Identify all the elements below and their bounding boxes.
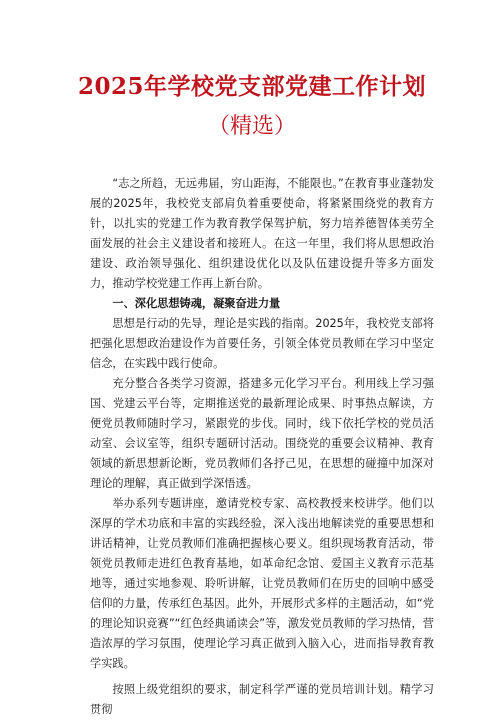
- section-heading: 一、深化思想铸魂，凝聚奋进力量: [112, 297, 281, 310]
- body-paragraph: 按照上级党组织的要求，制定科学严谨的党员培训计划。精学习贯彻: [90, 683, 434, 716]
- document-body: [90, 174, 434, 720]
- body-paragraph: 思想是行动的先导，理论是实践的指南。2025年，我校党支部将把强化思想政治建设作为首要任务，引领全体党员教师在学习中坚定信念，在实践中践行使命。: [90, 317, 434, 370]
- intro-paragraph: “志之所趋，无远弗届，穷山距海，不能限也。”在教育事业蓬勃发展的2025年，我校党支部肩负着重要使命，将紧紧围绕党的教育方针，以扎实的党建工作为教育教学保驾护航，努力培养德智体美劳全面发展的社会主义建设者和接班人。在这一年里，我们将从思想政治建设、政治领导强化、组织建设优化以及队伍建设提升等多方面发力，推动学校党建工作再上新台阶。: [90, 177, 434, 290]
- body-paragraph: 充分整合各类学习资源，搭建多元化学习平台。利用线上学习强国、党建云平台等，定期推送党的最新理论成果、时事热点解读，方便党员教师随时学习，紧跟党的步伐。同时，线下依托学校的党员活动室、会议室等，组织专题研讨活动。围绕党的重要会议精神、教育领域的新思想新论断，党员教师们各抒己见，在思想的碰撞中加深对理论的理解，真正做到学深悟透。: [90, 377, 434, 490]
- document-title: 2025年学校党支部党建工作计划: [77, 73, 426, 100]
- document-subtitle: （精选）: [207, 114, 296, 139]
- body-paragraph: 举办系列专题讲座，邀请党校专家、高校教授来校讲学。他们以深厚的学术功底和丰富的实践经验，深入浅出地解读党的重要思想和讲话精神，让党员教师们准确把握核心要义。组织现场教育活动，带领党员教师走进红色教育基地，如革命纪念馆、爱国主义教育示范基地等，通过实地参观、聆听讲解，让党员教师们在历史的回响中感受信仰的力量，传承红色基因。此外，开展形式多样的主题活动，如“党的理论知识竞赛”“红色经典诵读会”等，激发党员教师的学习热情，营造浓厚的学习氛围，使理论学习真正做到入脑入心，进而指导教育教学实践。: [90, 497, 434, 670]
